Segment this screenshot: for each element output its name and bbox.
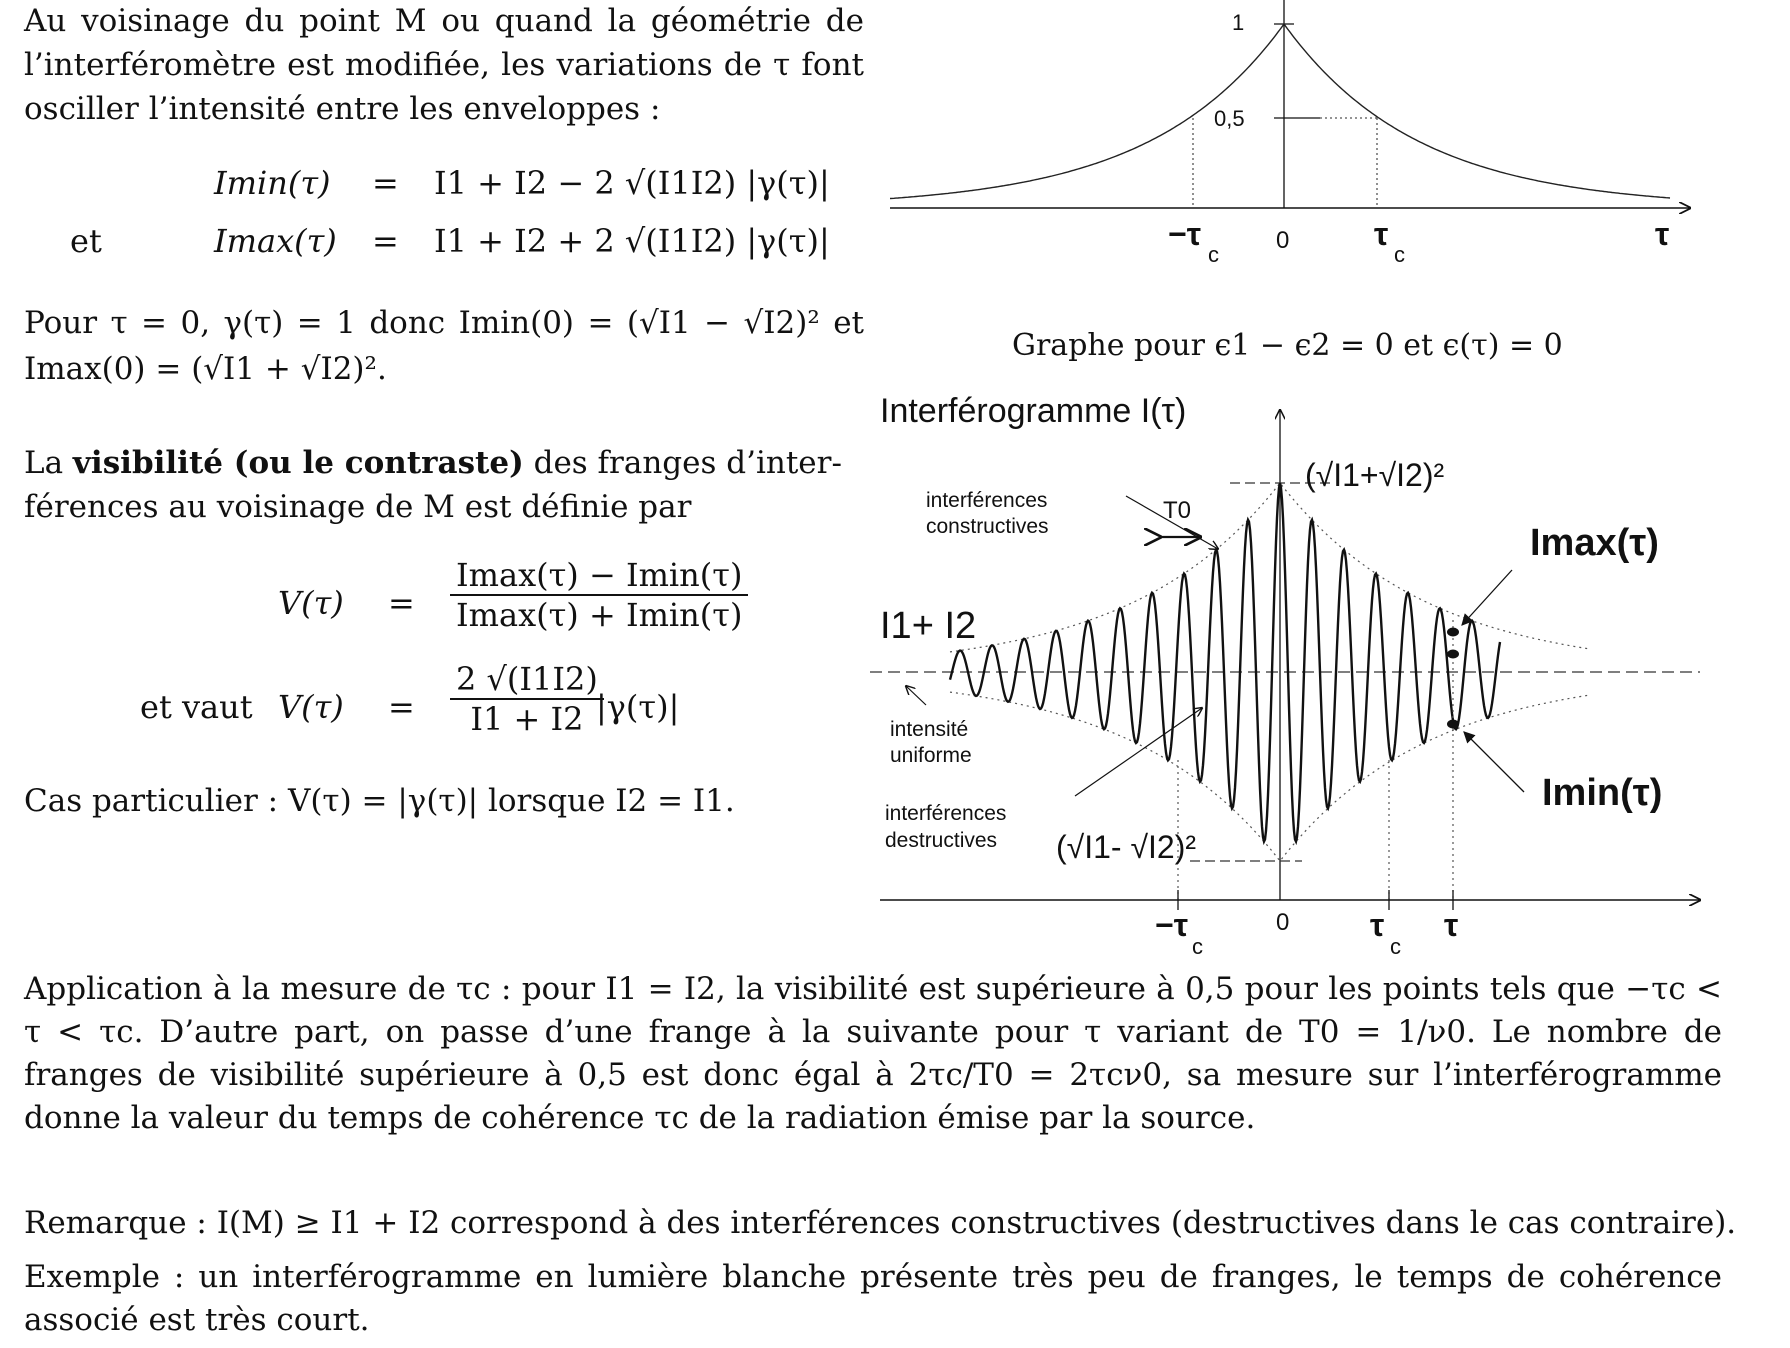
interferogram-title: Interférogramme I(τ) [880,392,1187,430]
v2-numerator: 2 √(I1I2) [450,660,604,700]
et-vaut: et vaut [140,688,253,726]
v-numerator: Imax(τ) − Imin(τ) [450,556,748,596]
interferogram [870,380,1710,960]
imax-rhs: I1 + I2 + 2 √(I1I2) |γ(τ)| [434,222,830,260]
v2-lhs: V(τ) [278,688,344,726]
signal-point [1447,650,1459,659]
t0-label: T0 [1163,497,1192,524]
top-level-label: (√I1+√I2)² [1305,457,1445,493]
intro-line-1: Au voisinage du point M ou quand la géométrie de [24,3,864,39]
v2-denominator: I1 + I2 [470,700,584,738]
gamma-minus-tauc-label: −τ [1168,216,1201,252]
imin-lhs: Imin(τ) [214,164,331,202]
and-word: et [70,222,102,260]
interf-tauc-sub: c [1390,934,1401,959]
imin-label: Imin(τ) [1542,772,1663,814]
gamma-minus-tauc-sub: c [1208,242,1219,267]
v-denominator: Imax(τ) + Imin(τ) [456,596,743,634]
intro-line-2: l’interféromètre est modifiée, les variations de τ font [24,47,864,83]
interf-tauc-label: τ [1370,907,1385,943]
graph1-caption: Graphe pour ϵ1 − ϵ2 = 0 et ϵ(τ) = 0 [1012,328,1563,363]
imax-eq-sign: = [372,222,399,260]
bottom-level-label: (√I1- √I2)² [1056,829,1197,865]
imin-rhs: I1 + I2 − 2 √(I1I2) |γ(τ)| [434,164,830,202]
v-lhs: V(τ) [278,584,344,622]
v2-fraction [450,660,604,738]
v2-gamma: |γ(τ)| [596,688,680,726]
gamma-tauc-label: τ [1374,216,1389,252]
gamma-tauc-sub: c [1394,242,1405,267]
constructive-label-1: interférences [926,489,1048,512]
imax-label: Imax(τ) [1530,522,1659,564]
imin-eq-sign: = [372,164,399,202]
gamma-tick-half: 0,5 [1214,106,1245,131]
tau-zero-line-1: Pour τ = 0, γ(τ) = 1 donc Imin(0) = (√I1 − √I2)² et [24,305,864,341]
gamma-zero-label: 0 [1276,227,1290,254]
imax-lhs: Imax(τ) [214,222,337,260]
gamma-x-axis-label: τ [1655,216,1670,252]
application-paragraph: Application à la mesure de τc : pour I1 = I2, la visibilité est supérieure à 0,5 pour les points tels que −τc < τ < τc. D’autre part, on passe d’une frange à la suivante pour τ variant de T0 = 1/ν0. Le nombre de franges de visibilité supérieure à 0,5 est donc égal à 2τc/T0 = 2τcν0, sa mesure sur l’interférogramme donne la valeur du temps de cohérence τc de la radiation émise par la source. [24,971,1722,1136]
interf-minus-tauc-sub: c [1192,934,1203,959]
interf-zero-label: 0 [1276,909,1290,936]
uniform-label-1: intensité [890,718,969,741]
imax-point [1447,628,1459,637]
interf-minus-tauc-label: −τ [1155,907,1188,943]
gamma-graph [880,0,1700,380]
visibility-line-2: férences au voisinage de M est définie par [24,489,692,525]
constructive-label-2: constructives [926,515,1049,538]
imin-point [1447,720,1459,729]
example: Exemple : un interférogramme en lumière blanche présente très peu de franges, le temps de cohérence associé est très court. [24,1259,1722,1338]
v-eq-sign: = [388,584,415,622]
interf-tau-label: τ [1444,907,1459,943]
visibility-line-1: La visibilité (ou le contraste) des franges d’inter- [24,445,842,481]
intro-line-3: osciller l’intensité entre les enveloppes : [24,91,661,127]
v2-eq-sign: = [388,688,415,726]
special-case: Cas particulier : V(τ) = |γ(τ)| lorsque I2 = I1. [24,783,735,819]
destructive-label-2: destructives [885,829,998,852]
v-fraction [450,556,748,634]
remark: Remarque : I(M) ≥ I1 + I2 correspond à des interférences constructives (destructives dans le cas contraire). [24,1205,1737,1241]
i1-plus-i2-label: I1+ I2 [880,605,977,647]
gamma-curve [890,24,1670,199]
gamma-tick-1: 1 [1232,10,1245,35]
destructive-label-1: interférences [885,802,1007,825]
tau-zero-line-2: Imax(0) = (√I1 + √I2)². [24,351,387,387]
visibility-term: visibilité (ou le contraste) [72,445,524,481]
uniform-label-2: uniforme [890,744,972,767]
